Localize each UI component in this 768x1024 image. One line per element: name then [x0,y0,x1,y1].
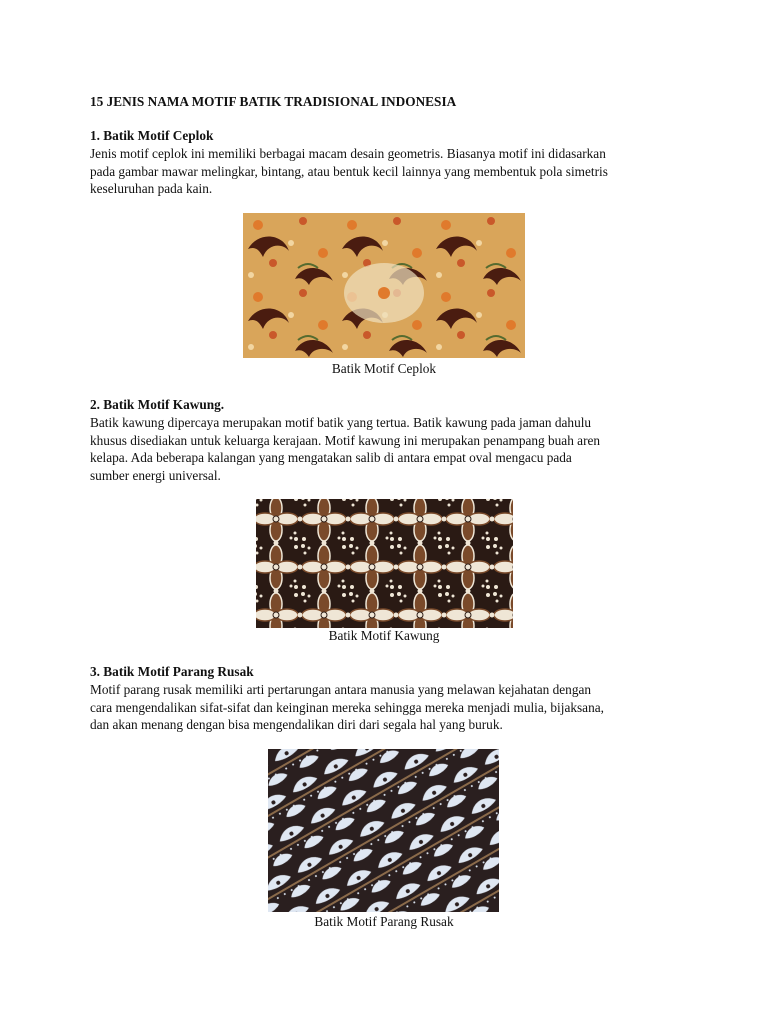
caption-kawung: Batik Motif Kawung [328,628,440,643]
batik-kawung-image [256,499,513,628]
batik-parang-rusak-image [268,749,499,912]
section-heading-kawung: 2. Batik Motif Kawung. [90,397,225,412]
section-body-ceplok: Jenis motif ceplok ini memiliki berbagai macam desain geometris. Biasanya motif ini didasarkan pada gambar mawar melingkar, bintang, atau bentuk kecil lainnya yang membentuk pola simetris keseluruhan pada kain. [90,146,608,197]
section-heading-ceplok: 1. Batik Motif Ceplok [90,128,214,143]
section-body-parang-rusak: Motif parang rusak memiliki arti pertarungan antara manusia yang melawan kejahatan dengan cara mengendalikan sifat-sifat dan keinginan mereka sehingga mereka menjadi mulia, bijaksana, dan akan menang dengan bisa mengendalikan diri dari segala hal yang buruk. [90,682,604,733]
caption-ceplok: Batik Motif Ceplok [331,361,437,376]
caption-parang-rusak: Batik Motif Parang Rusak [314,914,454,929]
section-heading-parang-rusak: 3. Batik Motif Parang Rusak [90,664,254,679]
batik-ceplok-image [243,213,525,358]
document-title: 15 JENIS NAMA MOTIF BATIK TRADISIONAL INDONESIA [90,94,457,109]
section-body-kawung: Batik kawung dipercaya merupakan motif batik yang tertua. Batik kawung pada jaman dahulu khusus disediakan untuk keluarga kerajaan. Motif kawung ini merupakan penampang buah aren kelapa. Ada beberapa kalangan yang mengatakan salib di antara empat oval mengacu pada sumber energi universal. [90,415,601,483]
